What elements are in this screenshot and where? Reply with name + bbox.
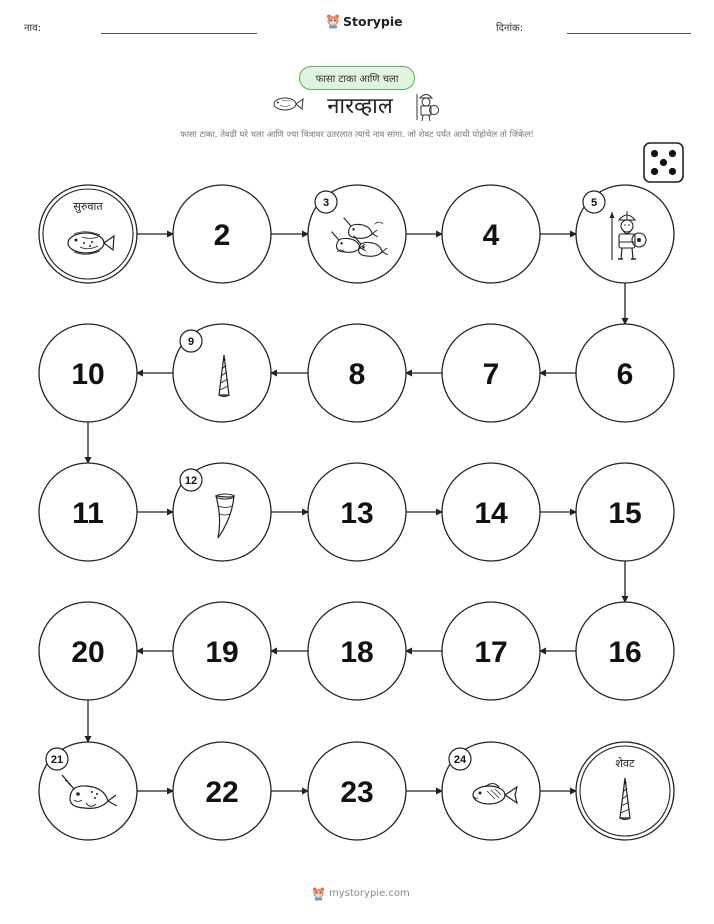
dice-pip [669, 150, 676, 157]
board-cells [39, 185, 674, 840]
cell-number: 23 [340, 776, 374, 809]
board-cell-1[interactable] [39, 185, 137, 283]
cell-number: 10 [71, 358, 105, 391]
board-cell-8[interactable] [308, 324, 406, 422]
board-cell-18[interactable] [308, 602, 406, 700]
board-cell-11[interactable] [39, 463, 137, 561]
board-cell-13[interactable] [308, 463, 406, 561]
dice-pip [660, 159, 667, 166]
cell-number: 5 [590, 197, 598, 209]
dice-pip [669, 168, 676, 175]
page-title: नारव्हाल [327, 94, 393, 119]
footer [312, 886, 410, 901]
board-cell-3[interactable] [308, 185, 406, 283]
board-cell-12[interactable] [173, 463, 271, 561]
cell-number: 11 [72, 497, 104, 530]
cell-number: 13 [340, 497, 374, 530]
cell-number: 12 [184, 475, 198, 487]
board-cell-22[interactable] [173, 742, 271, 840]
board-cell-19[interactable] [173, 602, 271, 700]
dice[interactable] [644, 143, 683, 182]
board-cell-25[interactable] [576, 742, 674, 840]
cell-number: 9 [187, 336, 195, 348]
board-cell-15[interactable] [576, 463, 674, 561]
board-cell-5[interactable] [576, 185, 674, 283]
cell-number: 6 [616, 358, 634, 391]
board-cell-6[interactable] [576, 324, 674, 422]
cell-number: 21 [50, 754, 64, 766]
start-label: सुरुवात [73, 200, 103, 213]
board-cell-10[interactable] [39, 324, 137, 422]
date-label: दिनांक: [496, 23, 524, 34]
cell-number: 24 [453, 754, 467, 766]
footer-url: mystorypie.com [329, 888, 410, 899]
cell-number: 15 [608, 497, 642, 530]
cell-number: 19 [205, 636, 239, 669]
cell-number: 18 [340, 636, 374, 669]
instructions: फासा टाका, तेवढी घरे चला आणि ज्या चित्रावर उतरलात त्याचे नाव सांगा. जो शेवट पर्यंत आधी पोहोचेल तो जिंकेल! [180, 130, 534, 140]
game-type-badge: फासा टाका आणि चला [299, 66, 415, 90]
board-cell-14[interactable] [442, 463, 540, 561]
dice-pip [651, 168, 658, 175]
cell-number: 3 [322, 197, 330, 209]
name-label: नाव: [24, 23, 42, 34]
cell-number: 8 [348, 358, 366, 391]
board-cell-21[interactable] [39, 742, 137, 840]
cell-number: 16 [608, 636, 642, 669]
board-cell-23[interactable] [308, 742, 406, 840]
dice-pip [651, 150, 658, 157]
board-cell-16[interactable] [576, 602, 674, 700]
board-cell-2[interactable] [173, 185, 271, 283]
cell-number: 17 [474, 636, 508, 669]
cell-number: 14 [474, 497, 508, 530]
cell-number: 22 [205, 776, 239, 809]
cell-number: 2 [213, 219, 231, 252]
board-cell-7[interactable] [442, 324, 540, 422]
cell-number: 20 [71, 636, 105, 669]
board-cell-4[interactable] [442, 185, 540, 283]
cell-number: 4 [482, 219, 500, 252]
cell-number: 7 [482, 358, 500, 391]
board-cell-24[interactable] [442, 742, 540, 840]
brand-name: Storypie [343, 13, 403, 29]
board-cell-20[interactable] [39, 602, 137, 700]
board-cell-9[interactable] [173, 324, 271, 422]
board-cell-17[interactable] [442, 602, 540, 700]
storypie-mascot-icon [312, 886, 325, 901]
end-label: शेवट [615, 757, 635, 770]
